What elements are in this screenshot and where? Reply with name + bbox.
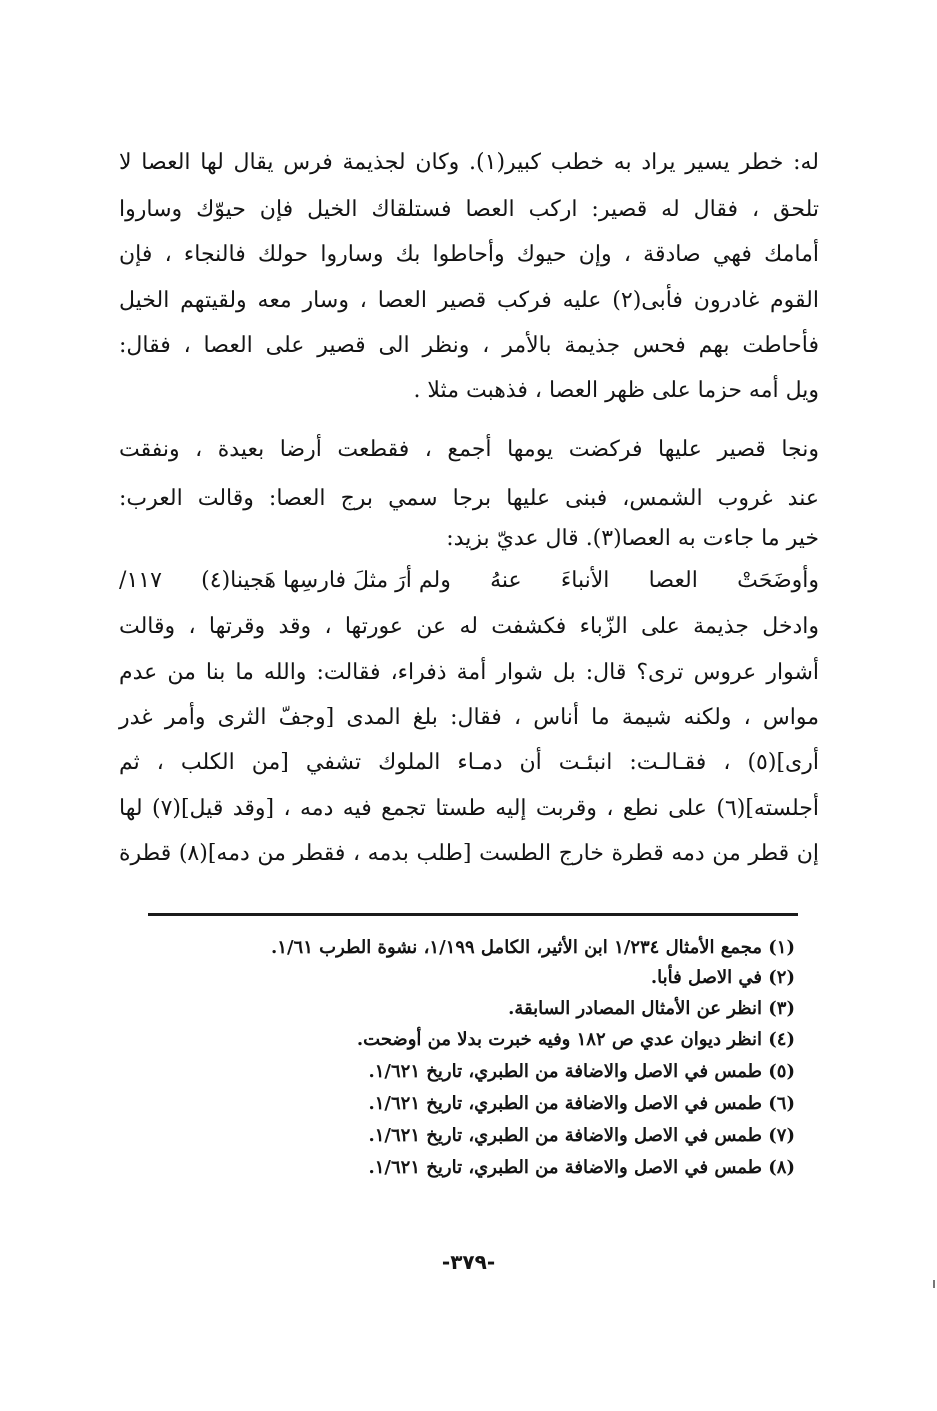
body-line: وادخل جذيمة على الزّباء فكشفت له عن عورتها ، وقد وقرتها ، وقالت [119, 614, 819, 639]
body-line: ونجا قصير عليها فركضت يومها أجمع ، فقطعت أرضا بعيدة ، ونفقت [119, 437, 819, 462]
verse-part: الأنباءَ [560, 568, 610, 593]
footnote: (٥) طمس في الاصل والاضافة من الطبري، تاريخ ١/٦٢١. [368, 1061, 795, 1082]
page-number: -٣٧٩- [441, 1250, 496, 1274]
body-line: القوم غادرون فأبى(٢) عليه فركب قصير العصا ، وسار معه ولقيتهم الخيل [119, 288, 819, 313]
footnote-divider [148, 913, 798, 916]
footnote: (٦) طمس في الاصل والاضافة من الطبري، تاريخ ١/٦٢١. [368, 1093, 795, 1114]
verse-part: العصا [648, 568, 698, 593]
verse-part: وأوضَحَتْ [737, 568, 819, 593]
footnote: (٧) طمس في الاصل والاضافة من الطبري، تاريخ ١/٦٢١. [368, 1125, 795, 1146]
body-line: له: خطر يسير يراد به خطب كبير(١). وكان لجذيمة فرس يقال لها العصا لا [119, 150, 820, 175]
verse-part: ولم أرَ مثلَ فارسِها هَجينا(٤) [201, 568, 451, 593]
verse-reference: ١١٧/ [119, 568, 162, 593]
body-line: أجلسته](٦) على نطع ، وقربت إليه طستا تجمع فيه دمه ، [وقد قيل](٧) لها [119, 796, 819, 821]
body-line: أرى](٥) ، فقـالـت: انبئـت أن دمـاء الملوك تشفي [من الكلب ، ثم [119, 750, 819, 775]
poetry-verse [119, 566, 819, 596]
body-line: تلحق ، فقال له قصير: اركب العصا فستلقاك الخيل فإن حيوّك وساروا [119, 197, 819, 222]
footnote: (٣) انظر عن الأمثال المصادر السابقة. [508, 998, 795, 1019]
footnote: (١) مجمع الأمثال ١/٢٣٤ ابن الأثير، الكامل ١/١٩٩، نشوة الطرب ١/٦١. [271, 937, 795, 958]
footnote: (٤) انظر ديوان عدي ص ١٨٢ وفيه خبرت بدلا من أوضحت. [356, 1029, 795, 1050]
body-line: خير ما جاءت به العصا(٣). قال عديّ بزيد: [446, 526, 819, 551]
body-line: أمامك فهي صادقة ، وإن حيوك وأحاطوا بك وساروا حولك فالنجاء ، فإن [119, 242, 819, 267]
body-line: ويل أمه حزما على ظهر العصا ، فذهبت مثلا . [413, 378, 819, 403]
scan-mark [933, 1280, 935, 1288]
body-line: مواس ، ولكنه شيمة ما أناس ، فقال: بلغ المدى [وجفّ الثرى وأمر غدر [119, 705, 819, 730]
verse-part: عنهُ [490, 568, 522, 593]
body-line: أشوار عروس ترى؟ قال: بل شوار أمة ذفراء، فقالت: والله ما بنا من عدم [119, 660, 819, 685]
footnote: (٢) في الاصل فأبا. [650, 967, 795, 988]
body-line: إن قطر من دمه قطرة خارج الطست [طلب بدمه ، فقطر من دمه](٨) قطرة [119, 841, 819, 866]
footnote: (٨) طمس في الاصل والاضافة من الطبري، تاريخ ١/٦٢١. [368, 1157, 795, 1178]
body-line: فأحاطت بهم فحس جذيمة بالأمر ، ونظر الى قصير على العصا ، فقال: [119, 333, 819, 358]
body-line: عند غروب الشمس، فبنى عليها برجا سمي برج العصا: وقالت العرب: [119, 486, 819, 511]
